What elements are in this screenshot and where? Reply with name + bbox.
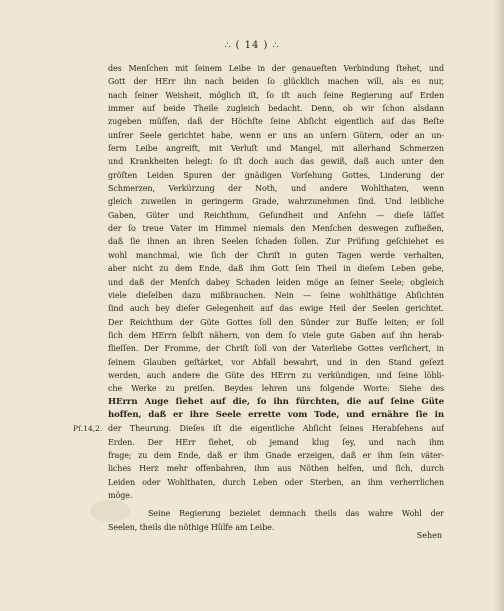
text-line: ſerm Leibe angreift, mit Verluſt und Mangel, mit allerhand Schmerzen bbox=[108, 144, 444, 154]
text-line: ſeinem Glauben geſtärket, vor Abfall bewahrt, und in den Stand geſezt bbox=[108, 357, 444, 367]
text-line: Gaben, Güter und Reichthum, Geſundheit und Anſehn — dieſe läſſet bbox=[108, 210, 444, 220]
text-line: viele dieſelben dazu mißbrauchen. Nein — ſeine wohlthätige Abſichten bbox=[108, 290, 444, 300]
catchword: Sehen bbox=[416, 531, 442, 540]
closing-text-line: Seine Regierung bezielet demnach theils das wahre Wohl der bbox=[148, 509, 444, 519]
ornament-right: ∴ bbox=[272, 41, 280, 51]
page-edge-shadow bbox=[494, 0, 504, 611]
text-line: und Krankheiten belegt: ſo iſt doch auch das gewiß, daß auch unter den bbox=[108, 157, 444, 167]
page-header bbox=[0, 40, 504, 51]
text-line: liches Herz mehr offenbahren, ihm aus Nöthen helfen, und ſich, durch bbox=[108, 464, 444, 474]
text-line: zugeben müſſen, daß der Höchſte ſeine Abſicht eigentlich auf das Beſte bbox=[108, 117, 444, 127]
text-line: frage; zu dem Ende, daß er ihm Gnade erzeigen, daß er ihm ſein väter- bbox=[108, 450, 444, 460]
body-text bbox=[108, 62, 444, 534]
text-line: daß ſie ihnen an ihren Seelen ſchaden ſollen. Zur Prüfung geſchiehet es bbox=[108, 237, 444, 247]
text-line: nach ſeiner Weisheit, möglich iſt, ſo iſt auch ſeine Regierung auf Erden bbox=[108, 90, 444, 100]
text-line: Gott der HErr ihn nach beiden ſo glücklich machen will, als es nur, bbox=[108, 77, 444, 87]
text-line: Leiden oder Wohlthaten, durch Leben oder Sterben, an ihm verherrlichen bbox=[108, 477, 444, 487]
text-line: Erden. Der HErr ſiehet, ob jemand klug ſey, und nach ihm bbox=[108, 437, 444, 447]
text-line: unſrer Seele gerichtet habe, wenn er uns an unſern Gütern, oder an un- bbox=[108, 130, 444, 140]
text-line: werden, auch andere die Güte des HErrn zu verkündigen, und ſeine löbli- bbox=[108, 370, 444, 380]
text-line: gleich zuweilen in geringerm Grade, wahrzunehmen ſind. Und leibliche bbox=[108, 197, 444, 207]
text-line: möge. bbox=[108, 491, 133, 500]
text-line: Schmerzen, Verkürzung der Noth, und andere Wohlthaten, wenn bbox=[108, 184, 444, 194]
text-line: ſich dem HErrn ſelbſt nähern, von dem ſo viele gute Gaben auf ihn herab- bbox=[108, 330, 444, 340]
text-line: hoffen, daß er ihre Seele errette vom Tode, und ernähre ſie in bbox=[108, 409, 444, 420]
text-line: der Theurung. Dieſes iſt die eigentliche Abſicht ſeines Herabſehens auf bbox=[108, 424, 444, 434]
text-line: flieſſen. Der Fromme, der Chriſt ſoll von der Vaterliebe Gottes verſichert, in bbox=[108, 344, 444, 354]
text-line: der ſo treue Vater im Himmel niemals den Menſchen deswegen zufließen, bbox=[108, 224, 444, 234]
page-number: ( 14 ) bbox=[235, 40, 269, 51]
closing-text-line: Seelen, theils die nöthige Hülfe am Leibe. bbox=[108, 522, 275, 532]
text-line: che Werke zu preiſen. Beydes lehren uns folgende Worte: Siehe des bbox=[108, 384, 444, 394]
text-line: immer auf beide Theile zugleich bedacht. Denn, ob wir ſchon alsdann bbox=[108, 104, 444, 114]
text-line: des Menſchen mit ſeinem Leibe in der genaueſten Verbindung ſtehet, und bbox=[108, 64, 444, 73]
text-line: wohl manchmal, wie ſich der Chriſt in guten Tagen werde verhalten, bbox=[108, 250, 444, 260]
text-line: HErrn Auge ſiehet auf die, ſo ihn fürchten, die auf ſeine Güte bbox=[108, 396, 444, 407]
margin-reference: Pſ.14,2. bbox=[73, 424, 103, 433]
text-line: gröſten Leiden Spuren der gnädigen Vorſehung Gottes, Linderung der bbox=[108, 170, 444, 180]
text-line: ſind auch bey dieſer Gelegenheit auf das ewige Heil der Seelen gerichtet. bbox=[108, 304, 444, 314]
text-line: Der Reichthum der Güte Gottes ſoll den Sünder zur Buſſe leiten; er ſoll bbox=[108, 317, 444, 327]
ornament-left: ∴ bbox=[224, 41, 232, 51]
text-line: und daß der Menſch dabey Schaden leiden möge an ſeiner Seele; obgleich bbox=[108, 277, 444, 287]
text-line: aber nicht zu dem Ende, daß ihm Gott ſein Theil in dieſem Leben gebe, bbox=[108, 264, 444, 274]
